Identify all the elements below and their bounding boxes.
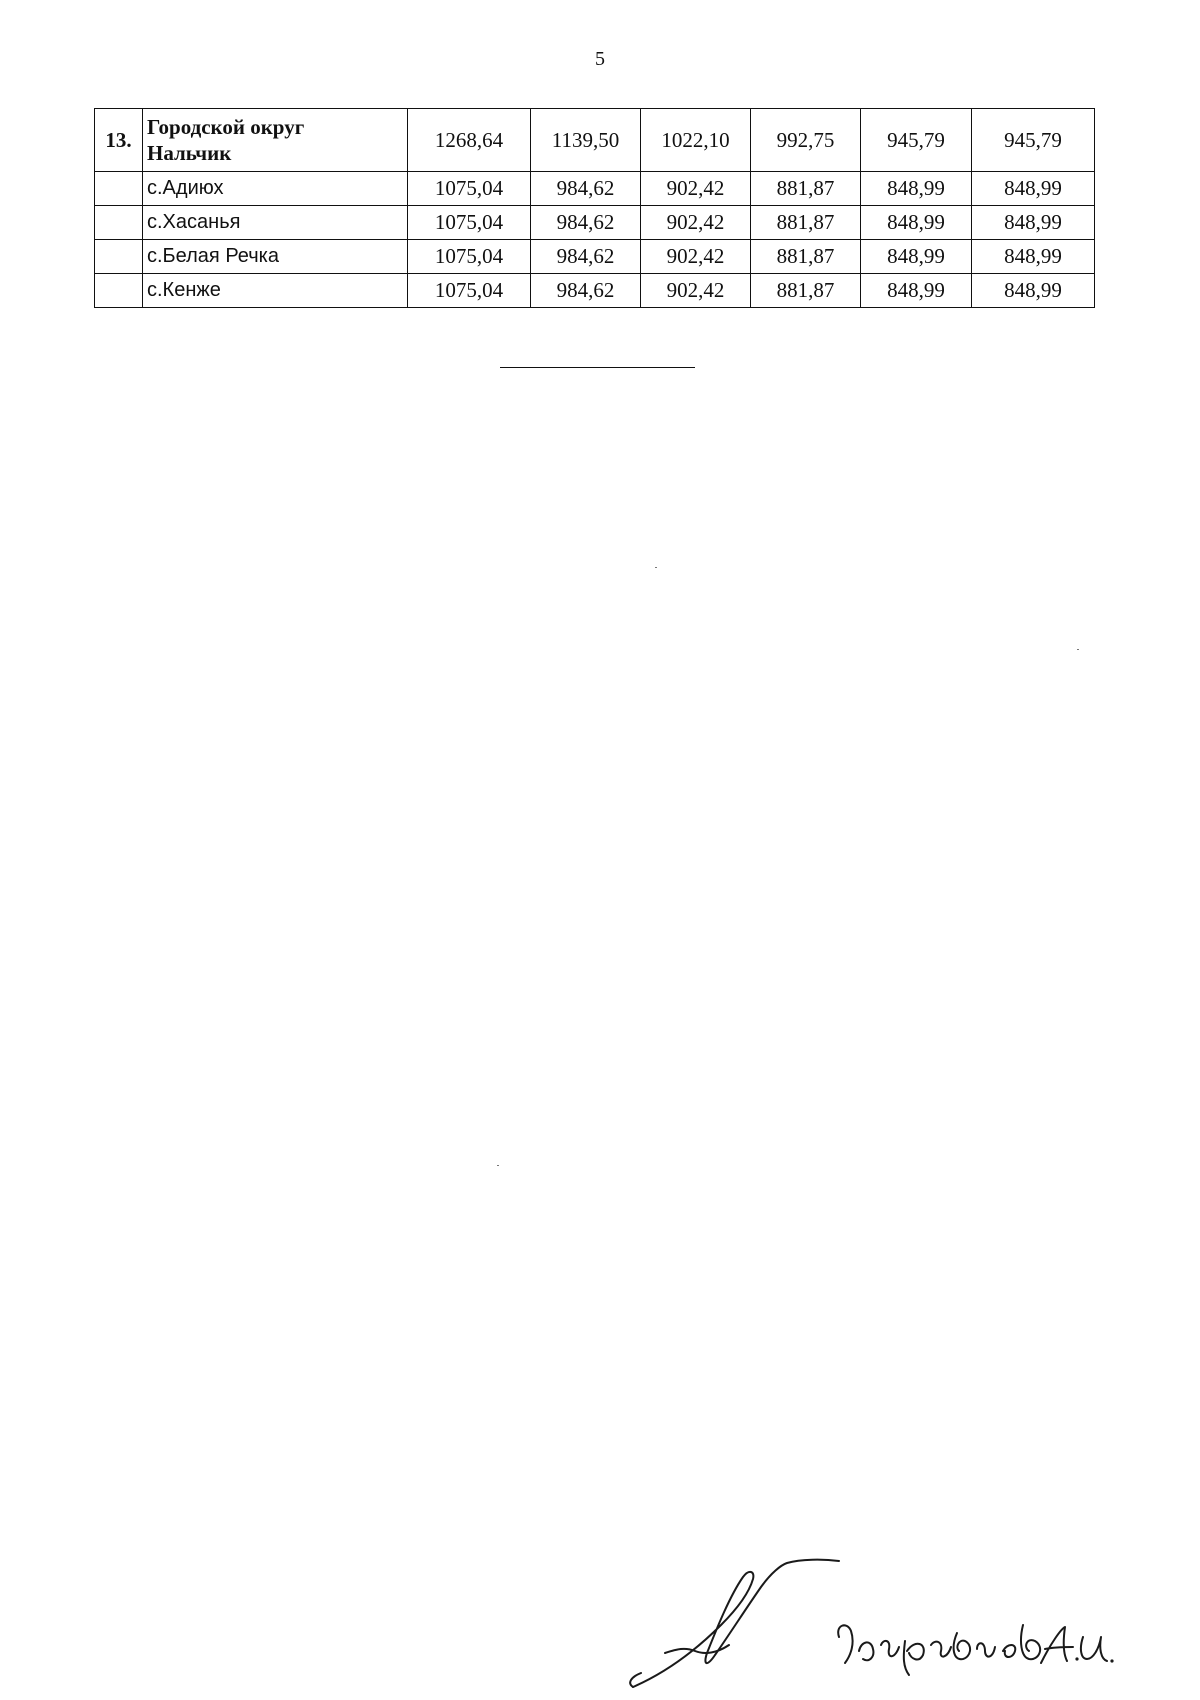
municipality-name xyxy=(143,109,408,172)
page-number: 5 xyxy=(595,48,605,70)
value-cell: 1075,04 xyxy=(408,172,531,206)
value-cell: 848,99 xyxy=(972,206,1095,240)
value-cell: 992,75 xyxy=(751,109,861,172)
value-cell: 848,99 xyxy=(972,240,1095,274)
handwritten-signature xyxy=(625,1555,1115,1700)
signature-initial-i xyxy=(1081,1637,1107,1661)
value-cell: 984,62 xyxy=(531,274,641,308)
value-cell: 945,79 xyxy=(861,109,972,172)
value-cell: 1022,10 xyxy=(641,109,751,172)
scan-speck xyxy=(655,567,657,568)
row-index xyxy=(95,172,143,206)
settlement-name: с.Адиюх xyxy=(143,172,408,206)
table-row xyxy=(95,240,1095,274)
table-row xyxy=(95,172,1095,206)
scan-speck xyxy=(1077,649,1079,650)
row-index xyxy=(95,240,143,274)
value-cell: 902,42 xyxy=(641,274,751,308)
settlement-name: с.Хасанья xyxy=(143,206,408,240)
value-cell: 848,99 xyxy=(861,274,972,308)
row-index xyxy=(95,274,143,308)
value-cell: 848,99 xyxy=(861,172,972,206)
table-row xyxy=(95,206,1095,240)
table-row xyxy=(95,109,1095,172)
value-cell: 848,99 xyxy=(972,172,1095,206)
value-cell: 984,62 xyxy=(531,206,641,240)
rates-table xyxy=(94,108,1095,308)
value-cell: 902,42 xyxy=(641,172,751,206)
value-cell: 945,79 xyxy=(972,109,1095,172)
end-of-table-rule xyxy=(500,367,695,368)
row-index xyxy=(95,206,143,240)
value-cell: 1075,04 xyxy=(408,274,531,308)
value-cell: 902,42 xyxy=(641,206,751,240)
settlement-name: с.Белая Речка xyxy=(143,240,408,274)
value-cell: 1075,04 xyxy=(408,240,531,274)
value-cell: 1075,04 xyxy=(408,206,531,240)
value-cell: 881,87 xyxy=(751,274,861,308)
value-cell: 881,87 xyxy=(751,206,861,240)
name-line-2: Нальчик xyxy=(147,141,232,165)
value-cell: 1268,64 xyxy=(408,109,531,172)
signature-surname xyxy=(838,1625,1040,1675)
row-index: 13. xyxy=(95,109,143,172)
value-cell: 881,87 xyxy=(751,240,861,274)
signature-flourish xyxy=(633,1560,839,1687)
value-cell: 984,62 xyxy=(531,172,641,206)
settlement-name: с.Кенже xyxy=(143,274,408,308)
value-cell: 984,62 xyxy=(531,240,641,274)
value-cell: 902,42 xyxy=(641,240,751,274)
value-cell: 848,99 xyxy=(861,206,972,240)
scan-speck xyxy=(497,1165,499,1166)
value-cell: 881,87 xyxy=(751,172,861,206)
name-line-1: Городской округ xyxy=(147,114,305,139)
signature-initial-a xyxy=(1041,1627,1073,1663)
value-cell: 848,99 xyxy=(972,274,1095,308)
table-row xyxy=(95,274,1095,308)
value-cell: 848,99 xyxy=(861,240,972,274)
value-cell: 1139,50 xyxy=(531,109,641,172)
